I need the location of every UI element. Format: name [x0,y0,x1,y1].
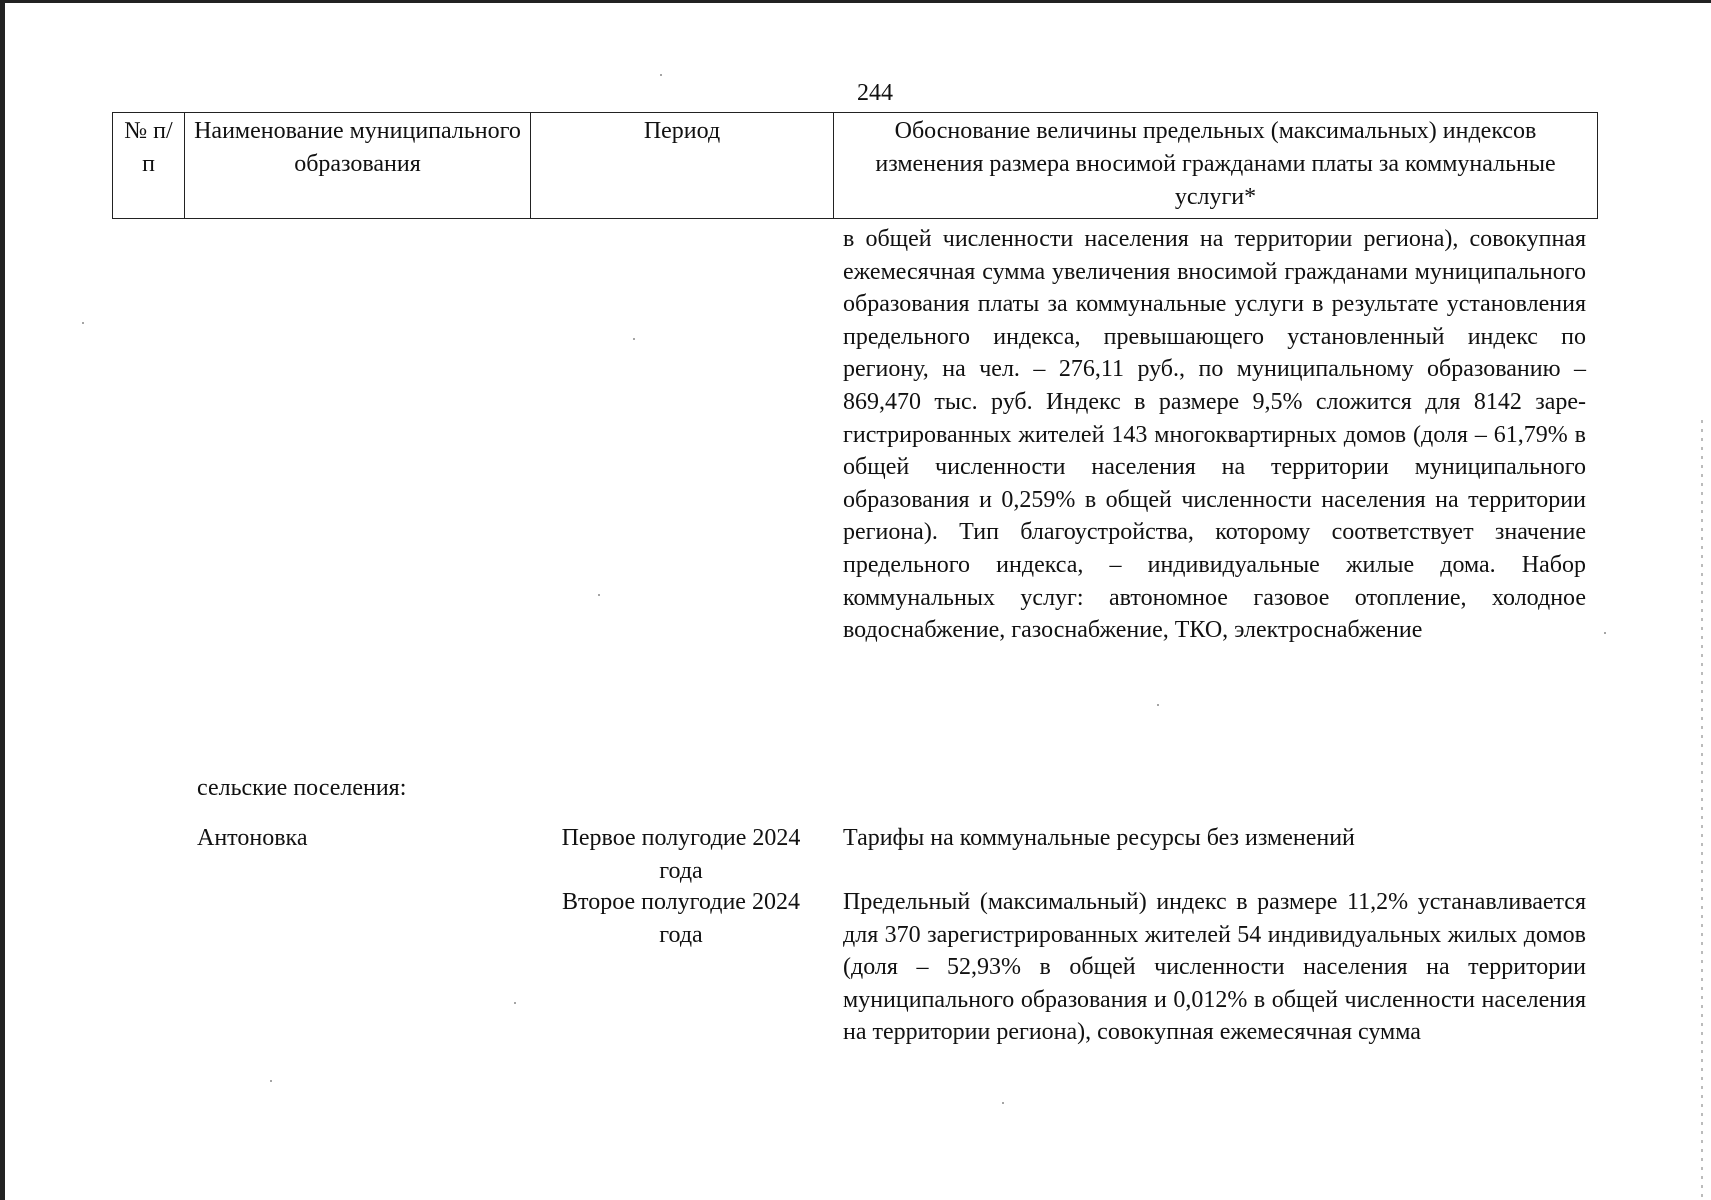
scan-edge-marks [1701,420,1703,1200]
scan-speck [1604,632,1606,634]
period-justification: Тарифы на коммунальные ресурсы без изменений [843,825,1355,851]
scan-speck [633,338,635,340]
period-label: Первое полугодие 2024 года [561,825,801,884]
scan-speck [82,322,84,324]
header-col-period: Период [531,113,834,219]
scan-border-top [0,0,1711,5]
period-label: Второе полугодие 2024 года [562,889,800,948]
header-col-municipality: Наименование муниципального образования [185,113,531,219]
header-col-justification: Обоснование величины предельных (максимальных) индексов изменения размера вносимой гражданами платы за коммунальные услуги* [834,113,1598,219]
municipality-name: Антоновка [197,825,308,851]
table-header-row [113,113,1598,219]
scan-speck [514,1002,516,1004]
continuation-paragraph: в общей численности населения на территории региона), совокупная ежемесячная сумма увеличения вносимой гражданами муниципального образования платы за коммунальные услуги в результате установления предельного индекса, превышающего установленный индекс по региону, на чел. – 276,11 руб., по муниципальному образованию – 869,470 тыс. руб. Индекс в размере 9,5% сложится для 8142 заре-гистрированных жителей 143 многоквартирных домов (доля – 61,79% в общей численности населения на территории муниципального образования и 0,259% в общей численности населения на территории региона). Тип благоустройства, которому соответствует значение предельного индекса, – индивидуальные жилые дома. Набор коммунальных услуг: автономное газовое отопление, холодное водоснабжение, газоснабжение, ТКО, электроснабжение [843,226,1586,644]
scan-speck [1157,704,1159,706]
table-header [112,112,1598,219]
scan-speck [1002,1102,1004,1104]
scan-border-left [0,0,7,1200]
period-justification: Предельный (максимальный) индекс в размере 11,2% устанавливается для 370 зарегистрированных жителей 54 индивидуальных жилых домов (доля – 52,93% в общей численности населения на территории муниципального образования и 0,012% в общей численности населения на территории региона), совокупная ежемесячная сумма [843,889,1586,1046]
scan-speck [598,594,600,596]
scan-speck [270,1080,272,1082]
header-col-number: № п/п [113,113,185,219]
section-label: сельские поселения: [197,775,407,801]
page-number: 244 [857,80,893,106]
scan-speck [660,74,662,76]
